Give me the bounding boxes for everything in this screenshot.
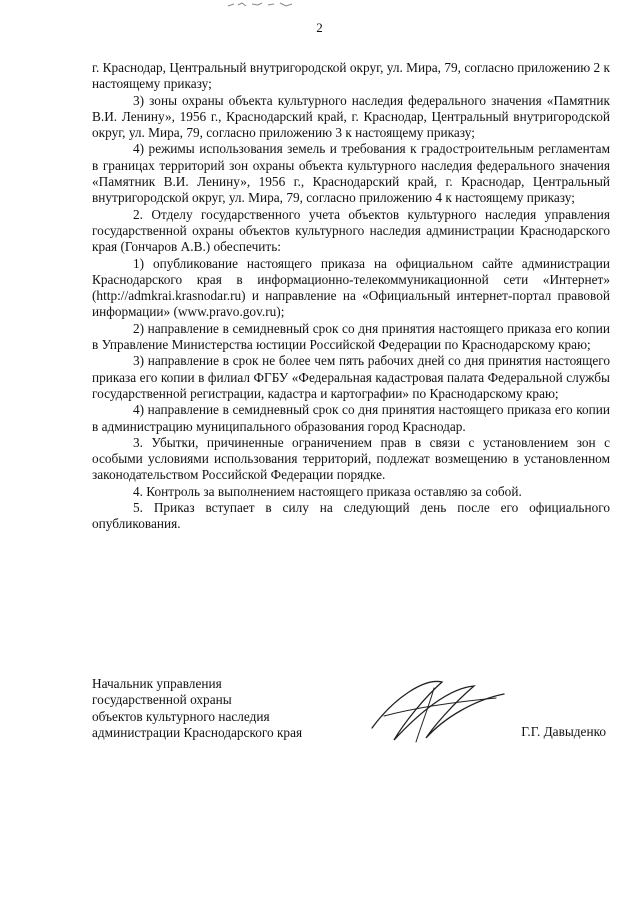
scan-smudge-mark [226,0,296,9]
paragraph-ministry-copy: 2) направление в семидневный срок со дня принятия настоящего приказа его копии в Управление Министерства юстиции Российской Федерации по Краснодарскому краю; [92,320,610,353]
paragraph-municipal-copy: 4) направление в семидневный срок со дня принятия настоящего приказа его копии в администрацию муниципального образования город Краснодар. [92,402,610,434]
paragraph-section-3-damages: 3. Убытки, причиненные ограничением прав в связи с установлением зон с особыми условиями использования территорий, подлежат возмещению в установленном законодательством Российской Федерации порядке. [92,434,610,483]
paragraph-section-4-control: 4. Контроль за выполнением настоящего приказа оставляю за собой. [133,483,522,499]
signer-title: Начальник управления государственной охраны объектов культурного наследия администрации Краснодарского края [92,676,303,740]
page-number: 2 [316,20,323,35]
signature-block [92,676,610,756]
paragraph-publication: 1) опубликование настоящего приказа на официальном сайте администрации Краснодарского края в информационно-телекоммуникационной сети «Интернет» (http://admkrai.krasnodar.ru) и направление на «Официальный интернет-портал правовой информации» (www.pravo.gov.ru); [92,255,610,320]
paragraph-section-2: 2. Отделу государственного учета объектов культурного наследия управления государственной охраны объектов культурного наследия администрации Краснодарского края (Гончаров А.В.) обеспечить: [92,206,610,255]
paragraph-section-5-effect: 5. Приказ вступает в силу на следующий день после его официального опубликования. [92,500,610,532]
paragraph-item-3-protection-zones: 3) зоны охраны объекта культурного наследия федерального значения «Памятник В.И. Ленину», 1956 г., Краснодарский край, г. Краснодар, Центральный внутригородской округ, ул. Мира, 79, согласно приложению 3 к настоящему приказу; [92,92,610,141]
paragraph-item-4-land-use-regimes: 4) режимы использования земель и требования к градостроительным регламентам в границах территорий зон охраны объекта культурного наследия федерального значения «Памятник В.И. Ленину», 1956 г., Краснодарский край, г. Краснодар, Центральный внутригородской округ, ул. Мира, 79, согласно приложению 4 к настоящему приказу; [92,141,610,206]
handwritten-signature [364,668,514,748]
paragraph-continuation: г. Краснодар, Центральный внутригородской округ, ул. Мира, 79, согласно приложению 2 к настоящему приказу; [92,60,610,92]
paragraph-cadastral-copy: 3) направление в срок не более чем пять рабочих дней со дня принятия настоящего приказа его копии в филиал ФГБУ «Федеральная кадастровая палата Федеральной службы государственной регистрации, кадастра и картографии» по Краснодарскому краю; [92,353,610,401]
document-body [92,60,610,533]
signer-name: Г.Г. Давыденко [521,724,606,739]
